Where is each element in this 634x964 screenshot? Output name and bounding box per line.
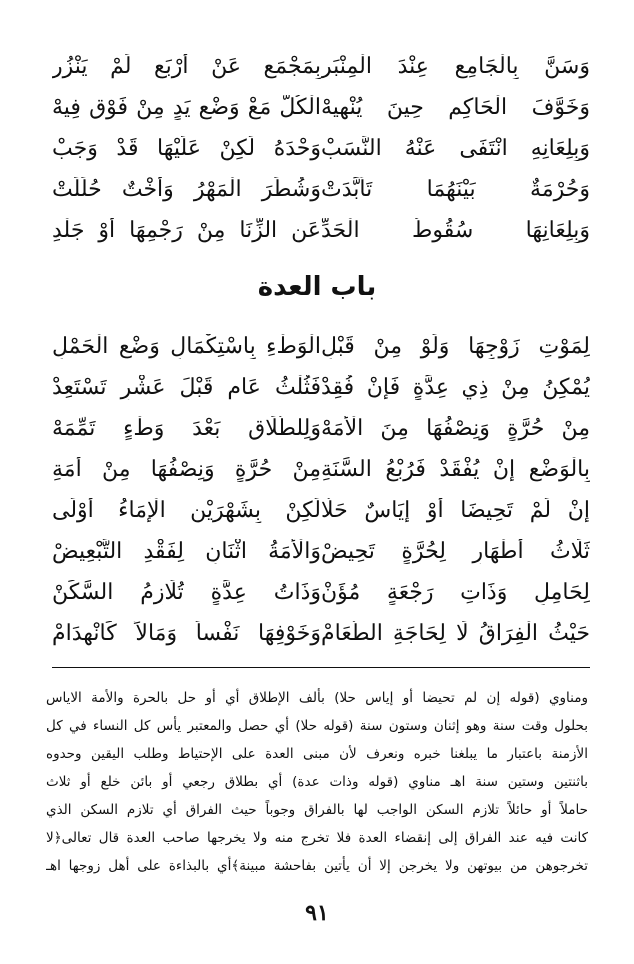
verse-row xyxy=(52,408,590,449)
verse-row xyxy=(52,572,590,613)
verse-row xyxy=(52,46,590,87)
second-hemistich: وَذَاتُ عِدَّةٍ تُلَازِمُ السَّكَنْ xyxy=(52,580,321,605)
main-verse-block xyxy=(52,326,590,654)
first-hemistich: إِنْ لَمْ تَحِيضَا أَوْ إِيَاسٌ حَلَّا xyxy=(321,498,590,523)
first-hemistich: وَبِلِعَانِهَا سُقُوطُ الْحَدِّ xyxy=(321,218,590,243)
first-hemistich: ثَلَاثُ أَطْهَارٍ لِحُرَّةٍ تَحِيضْ xyxy=(321,539,590,564)
verse-row xyxy=(52,531,590,572)
verse-row xyxy=(52,128,590,169)
footnote-line: كانت فيه عند الفراق إلى إنقضاء العدة فلا تخرج منه ولا يخرجها صاحب العدة قال تعالى﴿لا xyxy=(46,830,588,846)
second-hemistich: عَنِ الزِّنَا مِنْ رَجْمِهَا أَوْ جَلْدِ xyxy=(52,218,321,243)
second-hemistich: مِنْ حُرَّةٍ وَنِصْفُهَا مِنْ أَمَةِ xyxy=(52,457,321,482)
second-hemistich: وَشُطِّرَ الْمَهْرُ وَأُخْتٌ حُلِّلَتْ xyxy=(52,177,321,202)
second-hemistich: وَخَوْفِهَا نَفْساً وَمَالاً كَانْهِدَامْ xyxy=(52,621,321,646)
second-hemistich: وَحْدَهُ لَكِنْ عَلَيْهَا قَدْ وَجَبْ xyxy=(52,136,321,161)
second-hemistich: الْكُلَّ مَعْ وَضْعِ يَدٍ مِنْ فَوْقِ فِيهْ xyxy=(52,95,321,120)
footnote-line: بحلول وقت سنة وهو إثنان وستون سنة (قوله حلا) أي حصل والمعتبر يأس كل النساء في كل xyxy=(46,718,588,734)
first-hemistich: وَسَنَّ بِالْجَامِعِ عِنْدَ الْمِنْبَرِ xyxy=(321,54,590,79)
first-hemistich: حَيْثُ الْفِرَاقُ لَا لِحَاجَةِ الطَّعَامْ xyxy=(321,621,590,646)
verse-row xyxy=(52,326,590,367)
second-hemistich: وَلِلطَّلَاقِ بَعْدَ وَطْءٍ تَمِّمَهْ xyxy=(52,416,321,441)
first-hemistich: وَحُرْمَةٌ بَيْنَهُمَا تَأَبَّدَتْ xyxy=(321,177,590,202)
second-hemistich: لَكِنْ بِشَهْرَيْنِ الْإِمَاءُ أَوْلَى xyxy=(52,498,321,523)
chapter-title: باب العدة xyxy=(257,272,377,302)
first-hemistich: وَخَوَّفَ الْحَاكِمِ حِينَ يُنْهِيهْ xyxy=(321,95,590,120)
second-hemistich: بِمَجْمَعٍ عَنْ أَرْبَعٍ لَمْ يَنْزُرِ xyxy=(52,54,321,79)
footnote-line: حاملاً أو حائلاً تلازم السكن الواجب لها بالفراق وجوباً حيث الفراق أي تلازم السكن الذي xyxy=(46,802,588,818)
footnote-commentary xyxy=(46,684,588,880)
footnote-line: الأزمنة باعتبار ما يبلغنا خبره ونعرف لأن مبنى العدة على الإحتياط وطلب اليقين وحدوه xyxy=(46,746,588,762)
first-hemistich: لِحَامِلٍ وَذَاتِ رَجْعَةٍ مُؤَنْ xyxy=(321,580,590,605)
first-hemistich: لِمَوْتِ زَوْجِهَا وَلَوْ مِنْ قَبْلِ xyxy=(321,334,590,359)
first-hemistich: يُمْكِنُ مِنْ ذِي عِدَّةٍ فَإِنْ فُقِدْ xyxy=(321,375,590,400)
second-hemistich: الْوَطْءِ بِاسْتِكْمَالِ وَضْعِ الْحَمْلِ xyxy=(52,334,321,359)
footnote-line: تخرجوهن من بيوتهن ولا يخرجن إلا أن يأتين بفاحشة مبينة﴾أي بالبذاءة على أهل زوجها اهـ xyxy=(46,858,588,874)
verse-row xyxy=(52,367,590,408)
footnote-line: ومناوي (قوله إن لم تحيضا أو إياس حلا) بألف الإطلاق أي أو حل بالحرة والأمة الاياس xyxy=(46,690,588,706)
verse-row xyxy=(52,210,590,251)
footnote-line: باثنتين وستين سنة اهـ مناوي (قوله وذات عدة) أي بطلاق رجعي أو بائن خلع أو ثلاث xyxy=(46,774,588,790)
verse-row xyxy=(52,449,590,490)
verse-row xyxy=(52,613,590,654)
second-hemistich: فَثُلْثُ عَامٍ قَبْلَ عَشْرٍ تَسْتَعِدْ xyxy=(52,375,321,400)
second-hemistich: وَالْأَمَةُ اثْنَانِ لِفَقْدِ التَّبْعِيضْ xyxy=(52,539,321,564)
first-hemistich: بِالْوَضْعِ إِنْ يُفْقَدْ فَرُبْعُ السَّنَةِ xyxy=(321,457,590,482)
verse-row xyxy=(52,490,590,531)
first-hemistich: وَبِلِعَانِهِ انْتَفَى عَنْهُ النَّسَبْ xyxy=(321,136,590,161)
top-verse-block xyxy=(52,46,590,251)
verse-row xyxy=(52,87,590,128)
footnote-divider xyxy=(52,667,590,668)
page-number: ٩١ xyxy=(305,900,329,926)
first-hemistich: مِنْ حُرَّةٍ وَنِصْفُهَا مِنَ الْأَمَهْ xyxy=(321,416,590,441)
verse-row xyxy=(52,169,590,210)
